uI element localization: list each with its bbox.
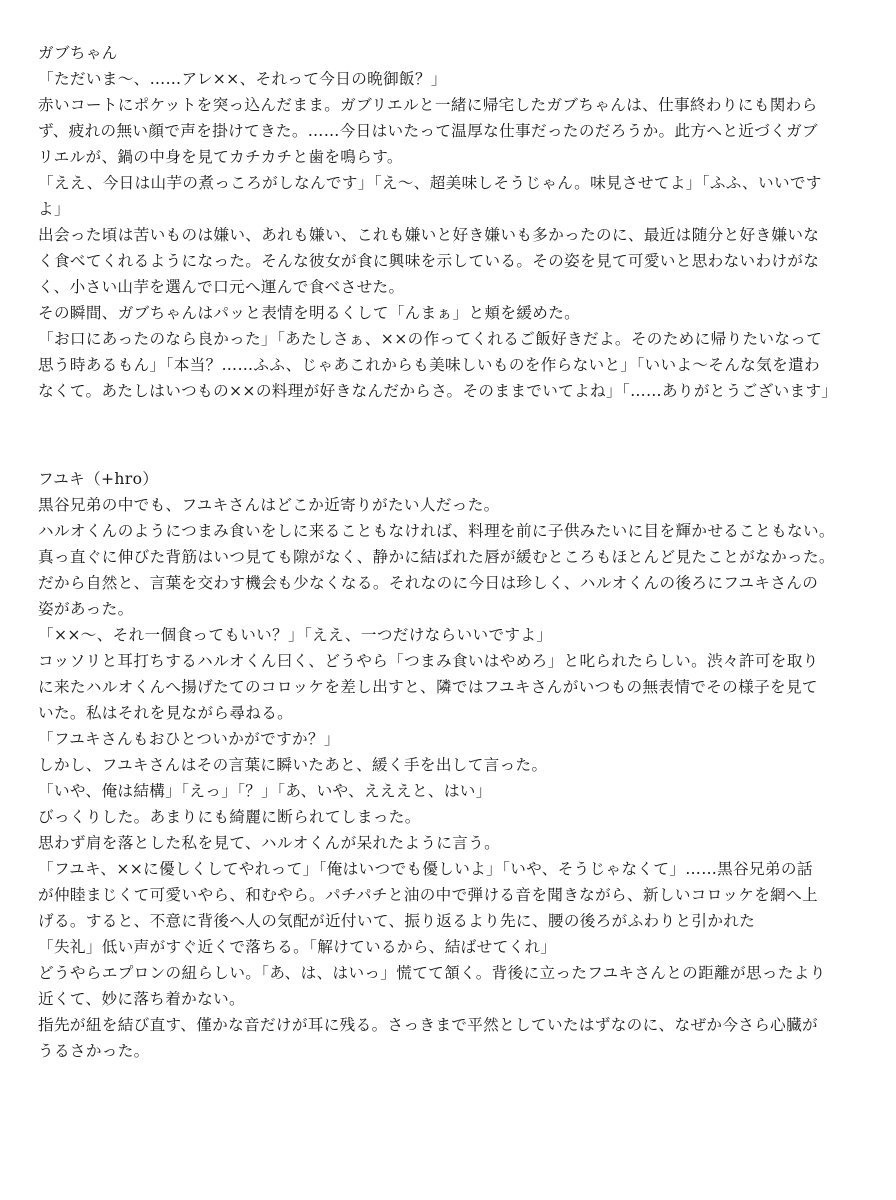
paragraph-line: く、小さい山芋を選んで口元へ運んで食べさせた。 [38, 278, 405, 296]
paragraph-line: 真っ直ぐに伸びた背筋はいつ見ても隙がなく、静かに結ばれた唇が緩むところもほとんど見たことがなかった。 [38, 548, 835, 566]
paragraph-line: 赤いコートにポケットを突っ込んだまま。ガブリエルと一緒に帰宅したガブちゃんは、仕事終わりにも関わら [38, 96, 818, 114]
paragraph-line: 指先が紐を結び直す、僅かな音だけが耳に残る。さっきまで平然としていたはずなのに、なぜか今さら心臓が [38, 1016, 818, 1034]
section-heading: フユキ（+hro） [38, 470, 159, 488]
paragraph-line: うるさかった。 [38, 1042, 150, 1060]
paragraph-line: ハルオくんのようにつまみ食いをしに来ることもなければ、料理を前に子供みたいに目を輝かせることもない。 [38, 522, 835, 540]
paragraph-line: その瞬間、ガブちゃんはパッと表情を明るくして「んまぁ」と頬を緩めた。 [38, 304, 581, 322]
paragraph-line: 「××〜、それ一個食ってもいい？」「ええ、一つだけならいいですよ」 [38, 626, 553, 644]
document-page [38, 40, 874, 1064]
paragraph-line: 「失礼」低い声がすぐ近くで落ちる。「解けているから、結ばせてくれ」 [38, 938, 557, 956]
paragraph-line: げる。すると、不意に背後へ人の気配が近付いて、振り返るより先に、腰の後ろがふわりと引かれた [38, 912, 756, 930]
paragraph-line: に来たハルオくんへ揚げたてのコロッケを差し出すと、隣ではフユキさんがいつもの無表情でその様子を見て [38, 678, 818, 696]
paragraph-line: 思わず肩を落とした私を見て、ハルオくんが呆れたように言う。 [38, 834, 501, 852]
paragraph-line: 姿があった。 [38, 600, 134, 618]
paragraph-line: 「ええ、今日は山芋の煮っころがしなんです」「え〜、超美味しそうじゃん。味見させてよ」「ふふ、いいです [38, 174, 822, 192]
paragraph-line: よ」 [38, 200, 70, 218]
paragraph-line: 近くて、妙に落ち着かない。 [38, 990, 245, 1008]
paragraph-line: 思う時あるもん」「本当？……ふふ、じゃあこれからも美味しいものを作らないと」「いいよ〜そんな気を遣わ [38, 356, 820, 374]
paragraph-line: いた。私はそれを見ながら尋ねる。 [38, 704, 294, 722]
paragraph-line: く食べてくれるようになった。そんな彼女が食に興味を示している。その姿を見て可愛いと思わないわけがな [38, 252, 820, 270]
paragraph-line: なくて。あたしはいつもの××の料理が好きなんだからさ。そのままでいてよね」「……ありがとうございます」 [38, 382, 838, 400]
paragraph-line: 「いや、俺は結構」「えっ」「？」「あ、いや、えええと、はい」 [38, 782, 492, 800]
paragraph-line: 出会った頃は苦いものは嫌い、あれも嫌い、これも嫌いと好き嫌いも多かったのに、最近は随分と好き嫌いな [38, 226, 820, 244]
paragraph-line: しかし、フユキさんはその言葉に瞬いたあと、緩く手を出して言った。 [38, 756, 548, 774]
section-gabu-chan [38, 40, 874, 404]
paragraph-line: 「フユキ、××に優しくしてやれって」「俺はいつでも優しいよ」「いや、そうじゃなくて」……黒谷兄弟の話 [38, 860, 813, 878]
paragraph-line: どうやらエプロンの紐らしい。「あ、は、はいっ」慌てて頷く。背後に立ったフユキさんとの距離が思ったより [38, 964, 826, 982]
paragraph-line: ず、疲れの無い顔で声を掛けてきた。……今日はいたって温厚な仕事だったのだろうか。此方へと近づくガブ [38, 122, 818, 140]
paragraph-line: びっくりした。あまりにも綺麗に断られてしまった。 [38, 808, 421, 826]
paragraph-line: が仲睦まじくて可愛いやら、和むやら。パチパチと油の中で弾ける音を聞きながら、新しいコロッケを網へ上 [38, 886, 818, 904]
section-heading: ガブちゃん [38, 44, 118, 62]
paragraph-line: 「フユキさんもおひとついかがですか？」 [38, 730, 340, 748]
paragraph-line: リエルが、鍋の中身を見てカチカチと歯を鳴らす。 [38, 148, 403, 166]
paragraph-line: 黒谷兄弟の中でも、フユキさんはどこか近寄りがたい人だった。 [38, 496, 500, 514]
paragraph-line: だから自然と、言葉を交わす機会も少なくなる。それなのに今日は珍しく、ハルオくんの後ろにフユキさんの [38, 574, 819, 592]
paragraph-line: コッソリと耳打ちするハルオくん曰く、どうやら「つまみ食いはやめろ」と叱られたらしい。渋々許可を取り [38, 652, 819, 670]
paragraph-line: 「ただいま〜、……アレ××、それって今日の晩御飯？」 [38, 70, 447, 88]
section-fuyuki [38, 466, 874, 1064]
paragraph-line: 「お口にあったのなら良かった」「あたしさぁ、××の作ってくれるご飯好きだよ。そのために帰りたいなって [38, 330, 823, 348]
